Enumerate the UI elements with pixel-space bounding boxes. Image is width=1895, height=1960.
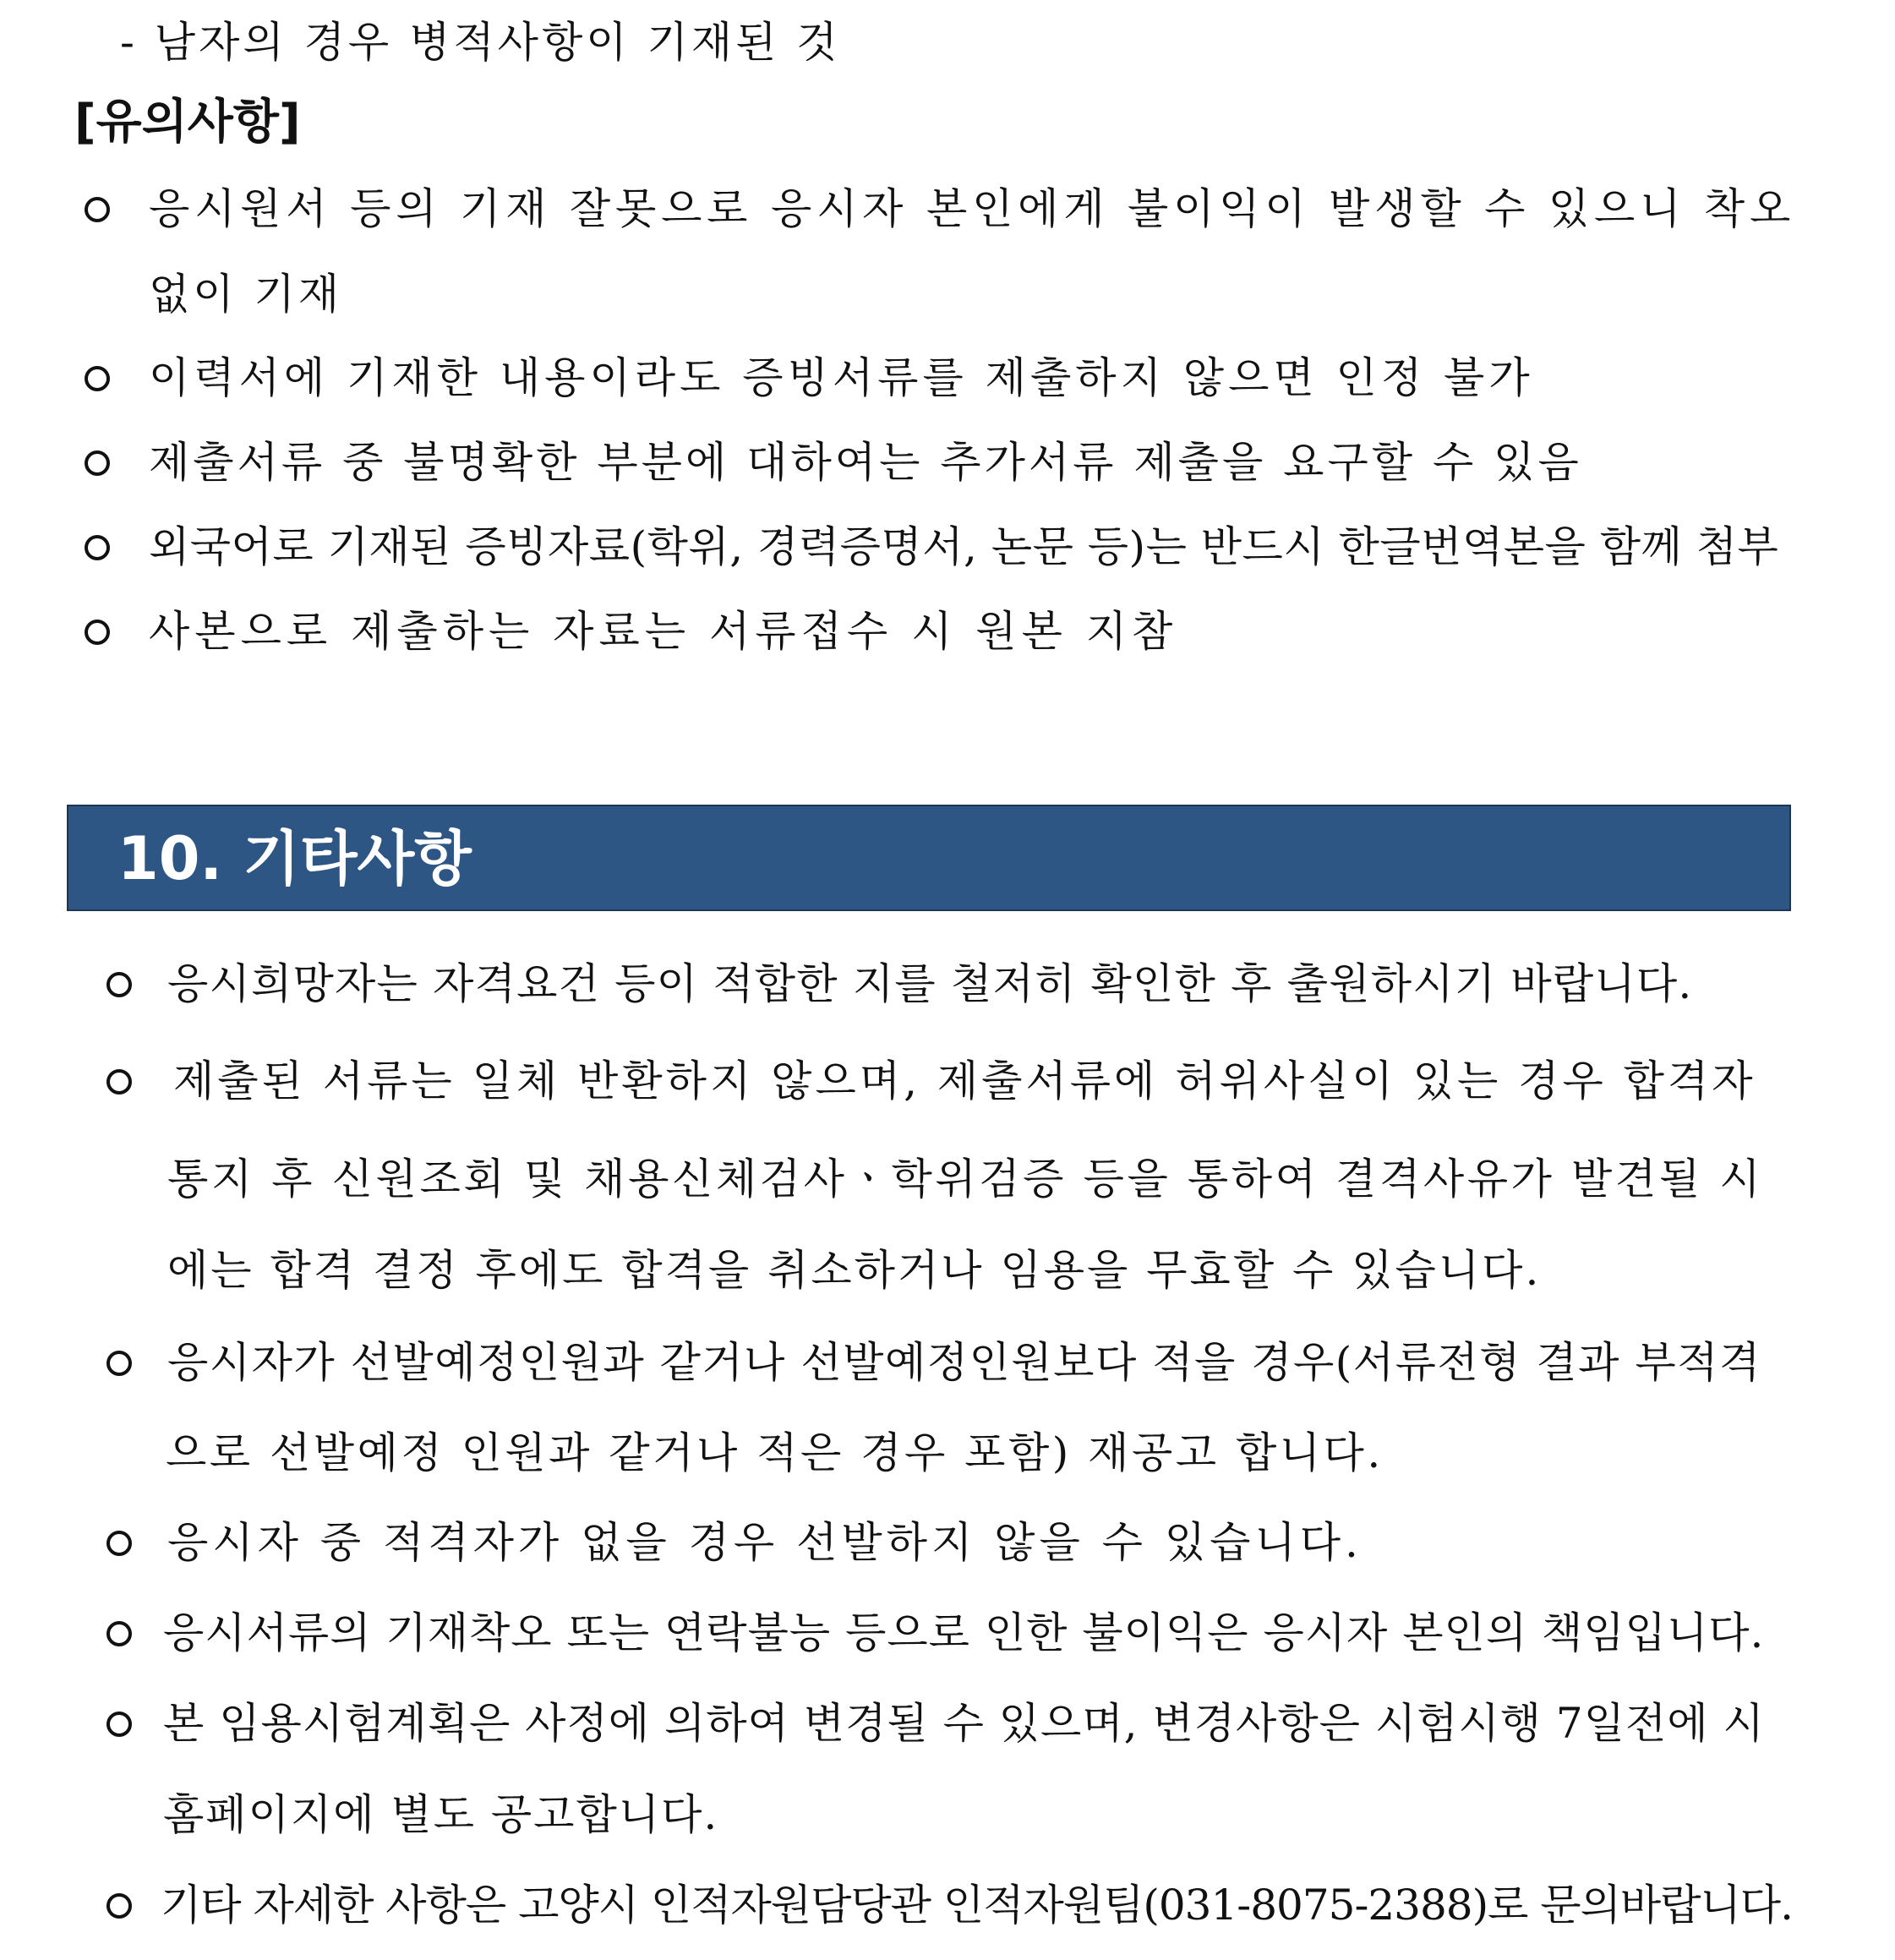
circle-bullet-icon bbox=[85, 197, 110, 222]
section-title: 10. 기타사항 bbox=[117, 824, 472, 893]
notes-heading: [유의사항] bbox=[74, 95, 301, 150]
list-item-text: 외국어로 기재된 증빙자료(학위, 경력증명서, 논문 등)는 반드시 한글번역본을 함께 첨부 bbox=[149, 522, 1779, 571]
circle-bullet-icon bbox=[106, 972, 132, 997]
list-item-text: 응시서류의 기재착오 또는 연락불능 등으로 인한 불이익은 응시자 본인의 책임입니다. bbox=[163, 1608, 1765, 1657]
circle-bullet-icon bbox=[106, 1351, 132, 1376]
list-item-text-continued: 통지 후 신원조회 및 채용신체검사ㆍ학위검증 등을 통하여 결격사유가 발견될 시 bbox=[167, 1155, 1764, 1204]
circle-bullet-icon bbox=[106, 1893, 132, 1919]
circle-bullet-icon bbox=[106, 1621, 132, 1646]
list-item-text: 이력서에 기재한 내용이라도 증빙서류를 제출하지 않으면 인정 불가 bbox=[149, 353, 1534, 402]
list-item-text: 응시자 중 적격자가 없을 경우 선발하지 않을 수 있습니다. bbox=[167, 1518, 1363, 1567]
list-item-text: 사본으로 제출하는 자료는 서류접수 시 원본 지참 bbox=[149, 607, 1178, 656]
circle-bullet-icon bbox=[106, 1069, 132, 1095]
circle-bullet-icon bbox=[85, 366, 110, 391]
list-item-text: 제출된 서류는 일체 반환하지 않으며, 제출서류에 허위사실이 있는 경우 합격자 bbox=[173, 1056, 1756, 1106]
list-item-text-continued: 에는 합격 결정 후에도 합격을 취소하거나 임용을 무효할 수 있습니다. bbox=[167, 1246, 1542, 1295]
list-item-text-continued: 으로 선발예정 인원과 같거나 적은 경우 포함) 재공고 합니다. bbox=[166, 1428, 1384, 1477]
circle-bullet-icon bbox=[85, 450, 110, 476]
list-item-text: 제출서류 중 불명확한 부분에 대하여는 추가서류 제출을 요구할 수 있음 bbox=[149, 438, 1582, 487]
list-item-text-continued: 홈페이지에 별도 공고합니다. bbox=[163, 1790, 719, 1839]
list-item-text: 본 임용시험계획은 사정에 의하여 변경될 수 있으며, 변경사항은 시험시행 7일전에 시 bbox=[163, 1699, 1765, 1748]
circle-bullet-icon bbox=[106, 1712, 132, 1737]
dash-requirement-line: - 남자의 경우 병적사항이 기재된 것 bbox=[120, 18, 841, 67]
list-item-text: 응시원서 등의 기재 잘못으로 응시자 본인에게 불이익이 발생할 수 있으니 착오 bbox=[149, 184, 1796, 233]
circle-bullet-icon bbox=[85, 620, 110, 645]
circle-bullet-icon bbox=[85, 535, 110, 560]
list-item-text-continued: 없이 기재 bbox=[149, 270, 343, 319]
section-header-bar bbox=[67, 805, 1791, 911]
list-item-text: 기타 자세한 사항은 고양시 인적자원담당관 인적자원팀(031-8075-2388)로 문의바랍니다. bbox=[161, 1881, 1793, 1930]
list-item-text: 응시자가 선발예정인원과 같거나 선발예정인원보다 적을 경우(서류전형 결과 부적격 bbox=[167, 1338, 1761, 1387]
list-item-text: 응시희망자는 자격요건 등이 적합한 지를 철저히 확인한 후 출원하시기 바랍니다. bbox=[167, 959, 1693, 1008]
circle-bullet-icon bbox=[106, 1531, 132, 1556]
